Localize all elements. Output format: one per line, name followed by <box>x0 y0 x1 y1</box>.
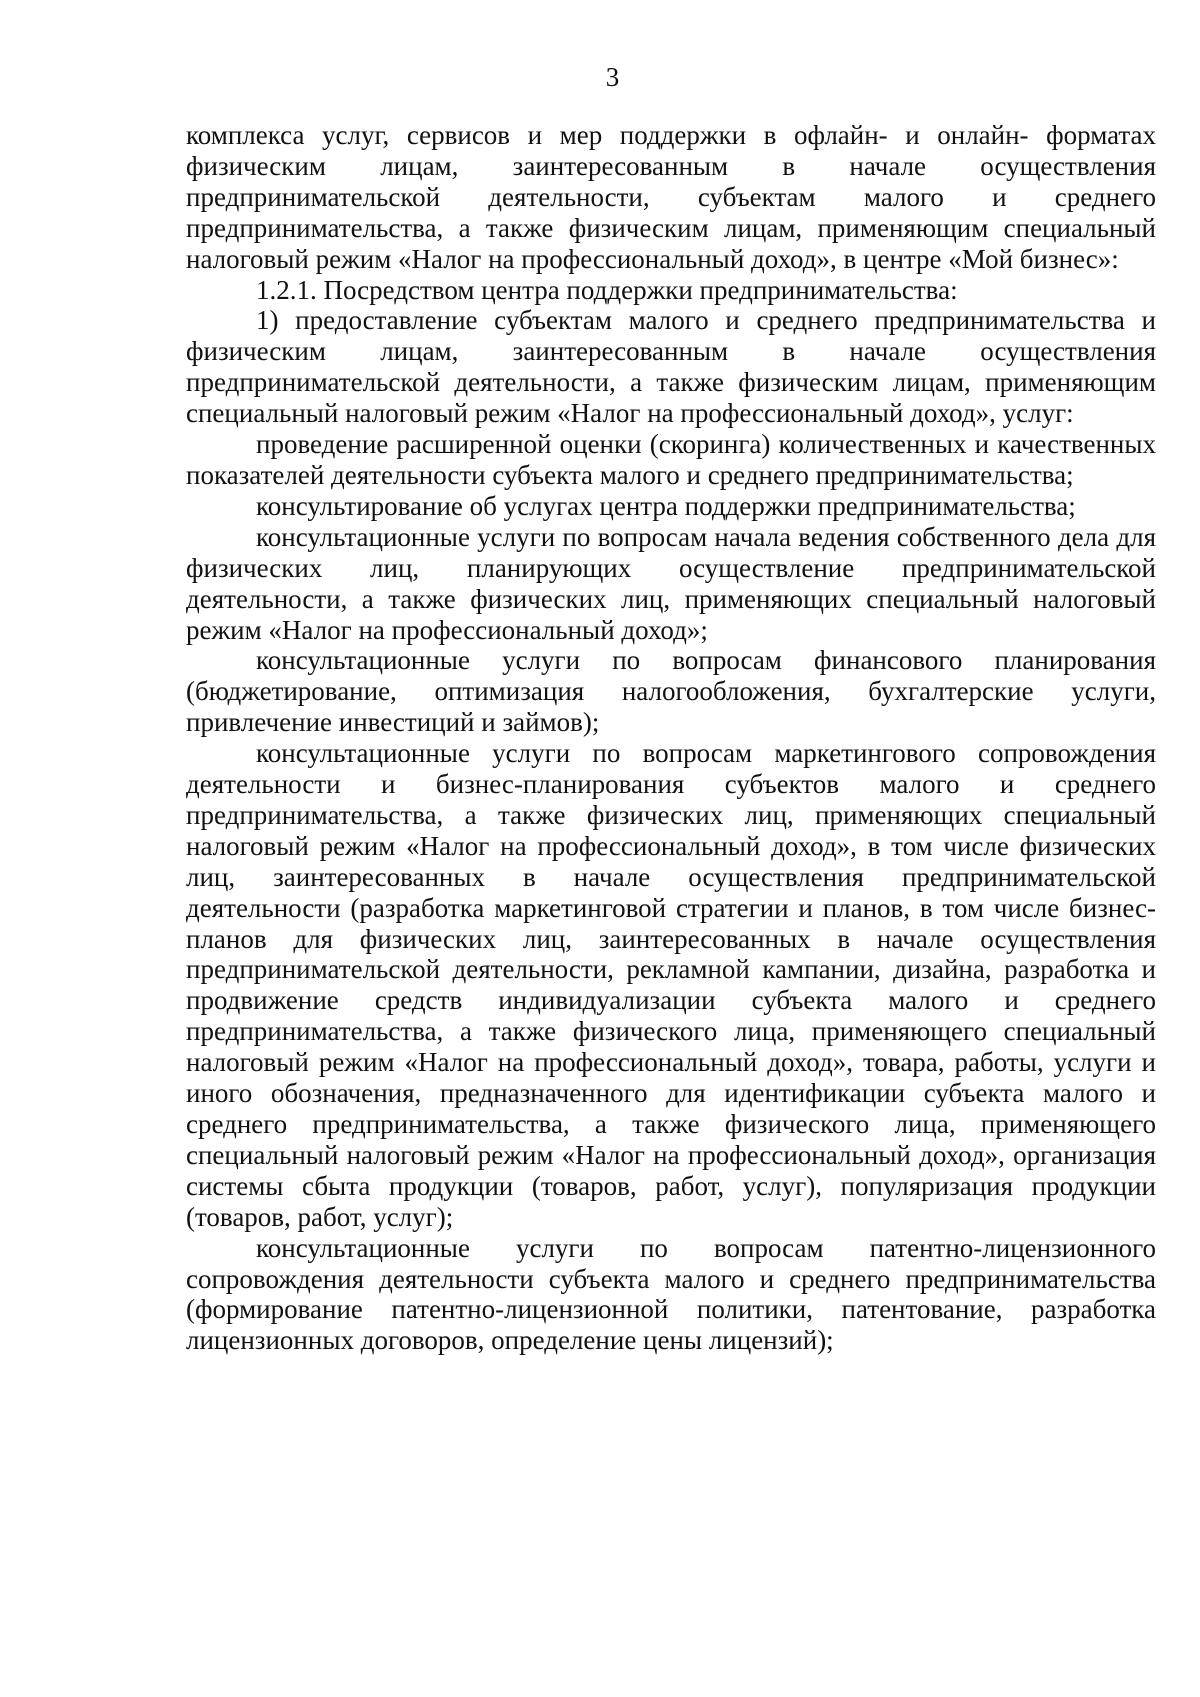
paragraph-scoring: проведение расширенной оценки (скоринга) количественных и качественных показателей деятельности субъекта малого и среднего предпринимательства; <box>186 429 1156 490</box>
page-number: 3 <box>605 62 620 92</box>
paragraph-consulting-services: консультирование об услугах центра поддержки предпринимательства; <box>256 490 1076 521</box>
paragraph-list-item-1: 1) предоставление субъектам малого и среднего предпринимательства и физическим лицам, заинтересованным в начале осуществления предпринимательской деятельности, а также физическим лицам, применяющим специальный налоговый режим «Налог на профессиональный доход», услуг: <box>186 305 1156 429</box>
paragraph-section-heading: 1.2.1. Посредством центра поддержки предпринимательства: <box>256 274 958 305</box>
paragraph-marketing: консультационные услуги по вопросам маркетингового сопровождения деятельности и бизнес-планирования субъектов малого и среднего предпринимательства, а также физических лиц, применяющих специальный налоговый режим «Налог на профессиональный доход», в том числе физических лиц, заинтересованных в начале осуществления предпринимательской деятельности (разработка маркетинговой стратегии и планов, в том числе бизнес-планов для физических лиц, заинтересованных в начале осуществления предпринимательской деятельности, рекламной кампании, дизайна, разработка и продвижение средств индивидуализации субъекта малого и среднего предпринимательства, а также физического лица, применяющего специальный налоговый режим «Налог на профессиональный доход», товара, работы, услуги и иного обозначения, предназначенного для идентификации субъекта малого и среднего предпринимательства, а также физического лица, применяющего специальный налоговый режим «Налог на профессиональный доход», организация системы сбыта продукции (товаров, работ, услуг), популяризация продукции (товаров, работ, услуг); <box>186 738 1156 1232</box>
paragraph-patent-licensing: консультационные услуги по вопросам патентно-лицензионного сопровождения деятельности субъекта малого и среднего предпринимательства (формирование патентно-лицензионной политики, патентование, разработка лицензионных договоров, определение цены лицензий); <box>186 1232 1156 1356</box>
document-body <box>186 120 1156 1356</box>
paragraph-continuation: комплекса услуг, сервисов и мер поддержки в офлайн- и онлайн- форматах физическим лицам, заинтересованным в начале осуществления предпринимательской деятельности, субъектам малого и среднего предпринимательства, а также физическим лицам, применяющим специальный налоговый режим «Налог на профессиональный доход», в центре «Мой бизнес»: <box>186 120 1156 274</box>
paragraph-business-start: консультационные услуги по вопросам начала ведения собственного дела для физических лиц, планирующих осуществление предпринимательской деятельности, а также физических лиц, применяющих специальный налоговый режим «Налог на профессиональный доход»; <box>186 521 1156 645</box>
paragraph-financial-planning: консультационные услуги по вопросам финансового планирования (бюджетирование, оптимизация налогообложения, бухгалтерские услуги, привлечение инвестиций и займов); <box>186 645 1156 738</box>
